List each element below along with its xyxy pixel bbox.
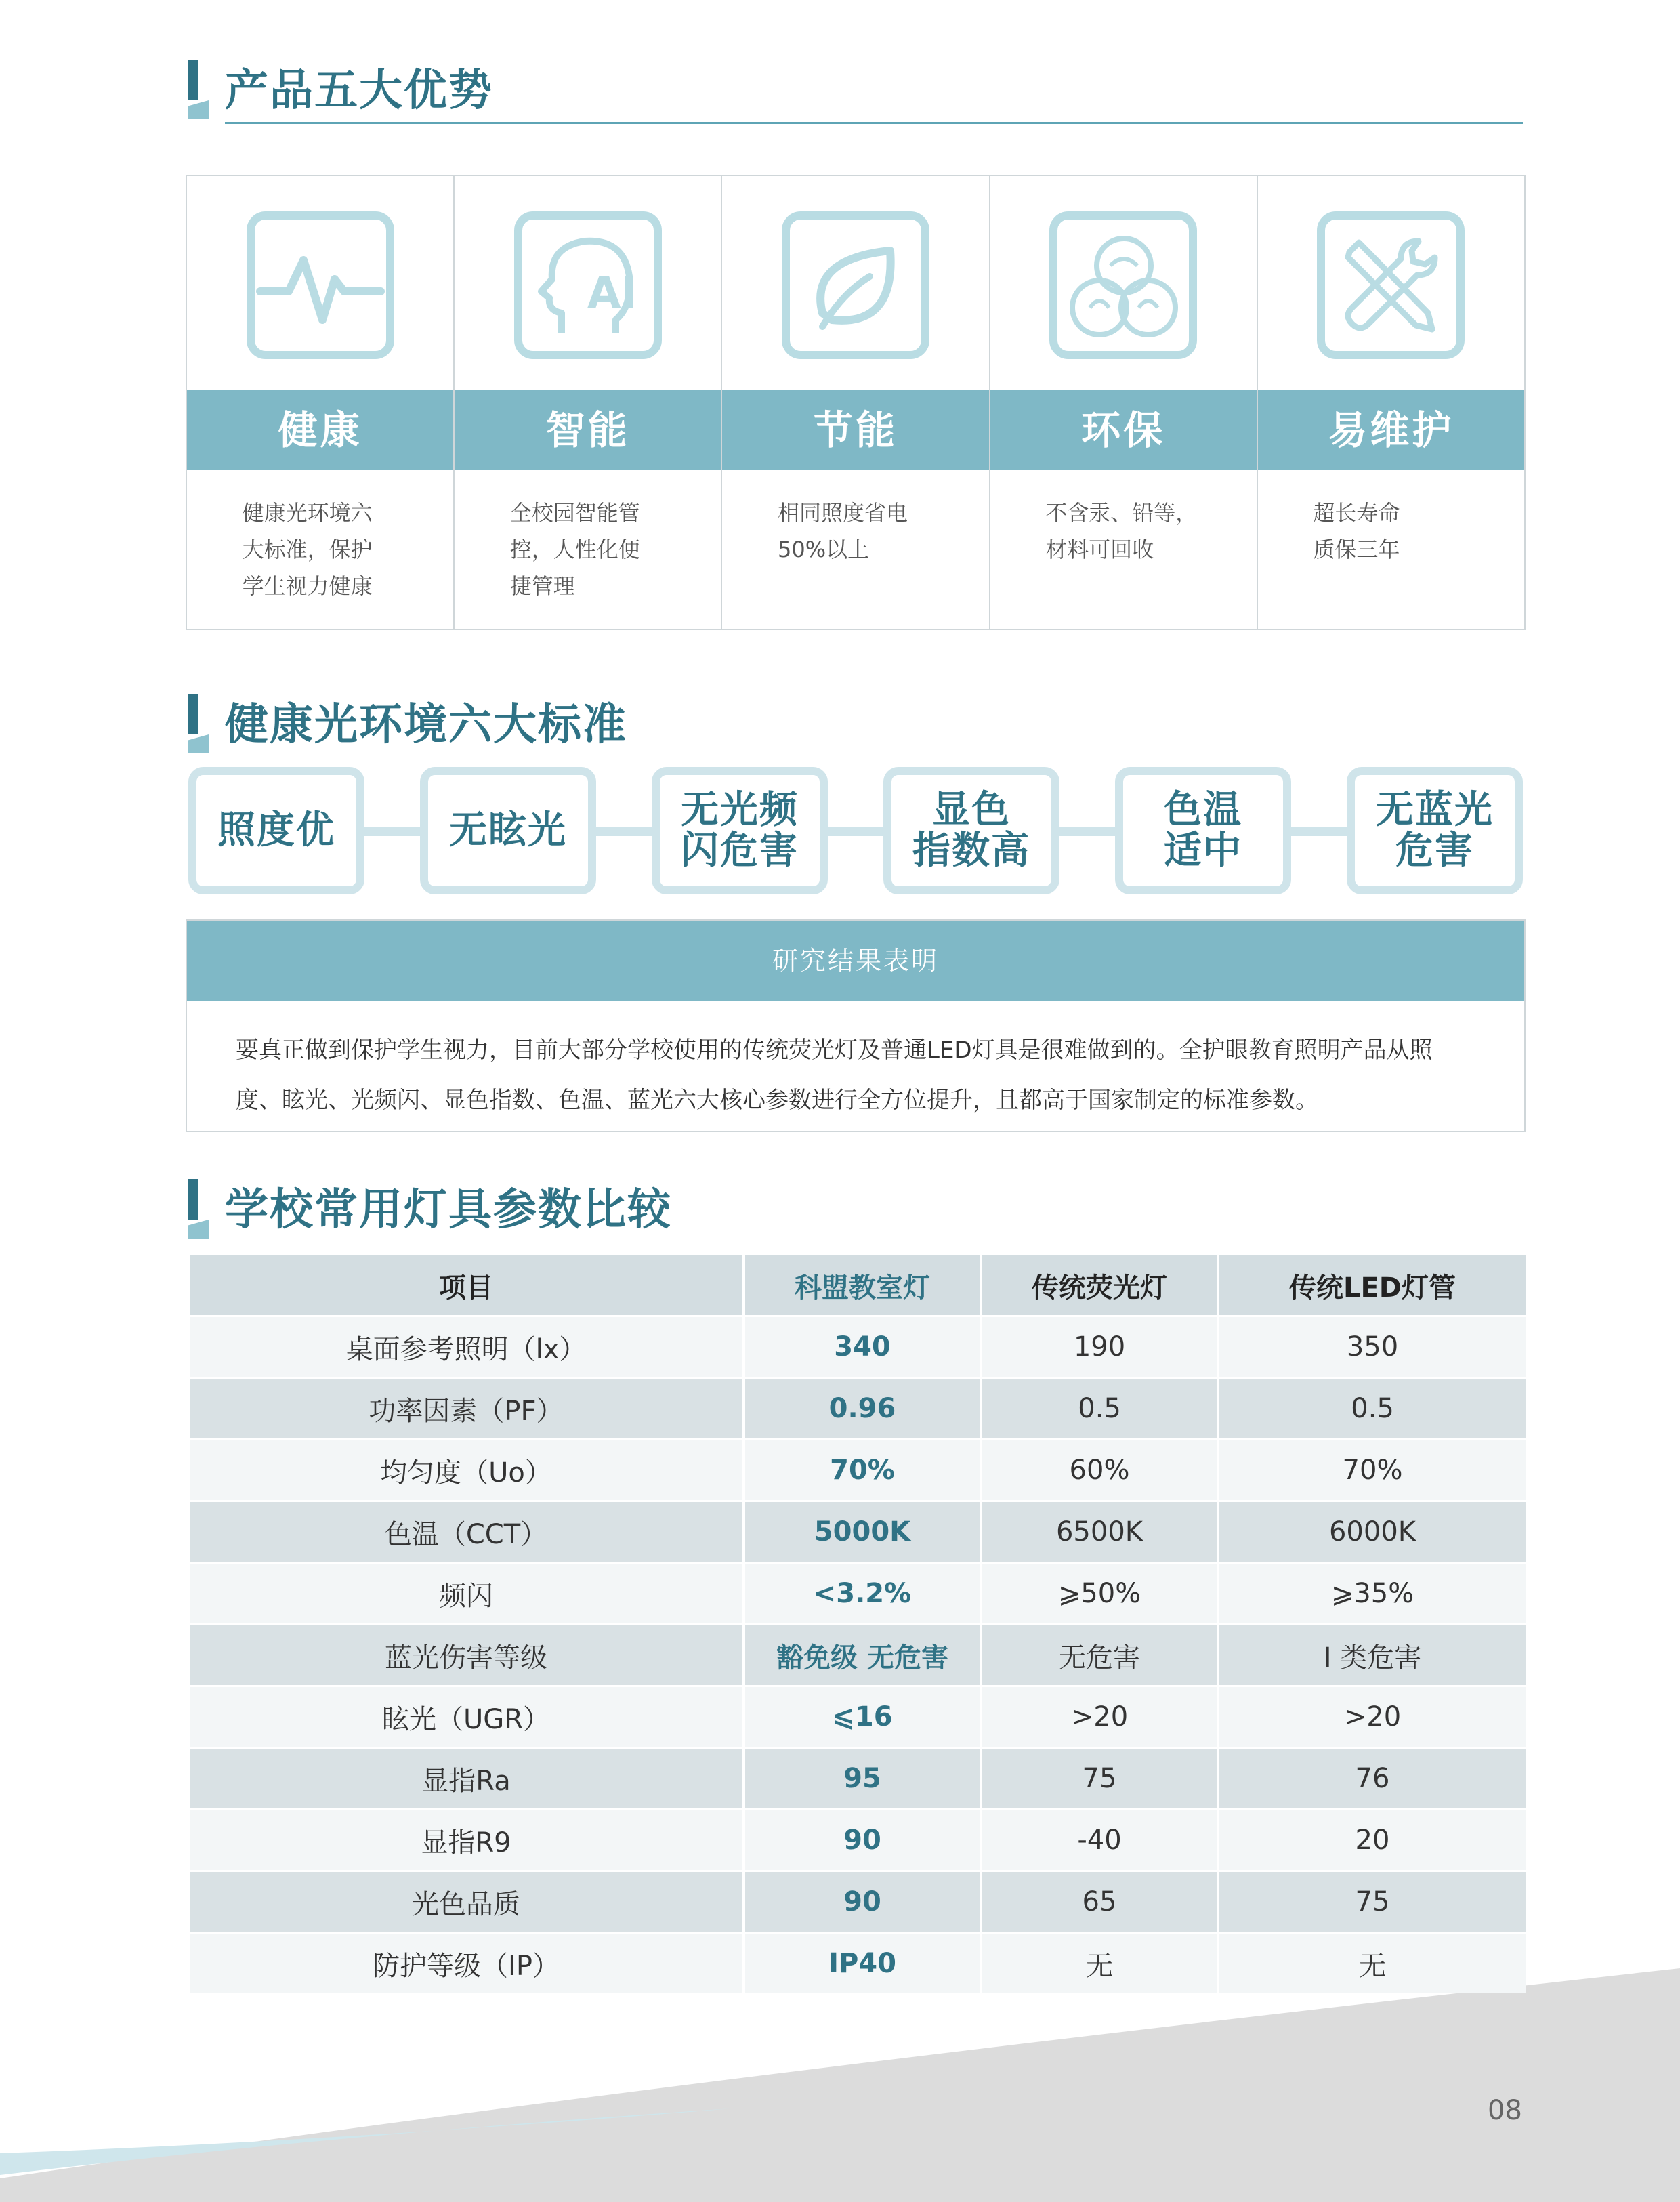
- standards-row: [188, 767, 1523, 894]
- table-cell: 0.5: [1219, 1379, 1526, 1438]
- feature-title: 易维护: [1258, 390, 1524, 470]
- feature-card-maintenance: [1258, 176, 1524, 629]
- feature-card-smart: [455, 176, 722, 629]
- feature-title: 节能: [722, 390, 988, 470]
- table-cell: 90: [745, 1872, 980, 1932]
- table-cell: 190: [982, 1317, 1217, 1377]
- table-cell: 蓝光伤害等级: [190, 1625, 742, 1685]
- table-cell: IP40: [745, 1934, 980, 1993]
- table-cell: >20: [982, 1687, 1217, 1747]
- table-cell: 显指Ra: [190, 1749, 742, 1808]
- feature-title: 智能: [455, 390, 721, 470]
- table-cell: 无: [1219, 1934, 1526, 1993]
- section-title: 产品五大优势: [225, 66, 493, 116]
- table-cell: 光色品质: [190, 1872, 742, 1932]
- column-header: 传统LED灯管: [1219, 1255, 1526, 1315]
- table-row: [190, 1379, 1526, 1438]
- leaves-recycle-icon: [1049, 211, 1197, 359]
- feature-desc: 全校园智能管 控，人性化便 捷管理: [509, 500, 640, 599]
- section-title: 健康光环境六大标准: [225, 700, 627, 750]
- standard-box: 显色 指数高: [883, 767, 1059, 894]
- table-cell: 功率因素（PF）: [190, 1379, 742, 1438]
- table-cell: 豁免级 无危害: [745, 1625, 980, 1685]
- table-cell: 95: [745, 1749, 980, 1808]
- table-row: [190, 1440, 1526, 1500]
- standard-box: 无光频 闪危害: [652, 767, 828, 894]
- table-cell: -40: [982, 1810, 1217, 1870]
- table-cell: <3.2%: [745, 1564, 980, 1623]
- standard-box: 照度优: [188, 767, 364, 894]
- research-heading: 研究结果表明: [187, 921, 1524, 1001]
- table-cell: 色温（CCT）: [190, 1502, 742, 1562]
- table-cell: 无: [982, 1934, 1217, 1993]
- standard-box: 色温 适中: [1115, 767, 1291, 894]
- table-cell: 0.96: [745, 1379, 980, 1438]
- feature-card-energy: [722, 176, 990, 629]
- section-divider: [225, 122, 1523, 124]
- column-header: 项目: [190, 1255, 742, 1315]
- table-row: [190, 1934, 1526, 1993]
- table-cell: 5000K: [745, 1502, 980, 1562]
- table-cell: 70%: [745, 1440, 980, 1500]
- table-row: [190, 1625, 1526, 1685]
- feature-title: 健康: [187, 390, 453, 470]
- feature-desc: 健康光环境六 大标准，保护 学生视力健康: [242, 500, 373, 599]
- leaf-icon: [782, 211, 929, 359]
- features-grid: [186, 175, 1526, 630]
- feature-title: 环保: [990, 390, 1257, 470]
- table-row: [190, 1872, 1526, 1932]
- feature-desc: 不含汞、铅等， 材料可回收: [1045, 500, 1198, 562]
- table-row: [190, 1564, 1526, 1623]
- research-box: [186, 919, 1526, 1132]
- table-cell: 6000K: [1219, 1502, 1526, 1562]
- table-cell: 防护等级（IP）: [190, 1934, 742, 1993]
- feature-card-health: [187, 176, 455, 629]
- column-header: 传统荧光灯: [982, 1255, 1217, 1315]
- table-cell: 350: [1219, 1317, 1526, 1377]
- table-cell: I 类危害: [1219, 1625, 1526, 1685]
- table-cell: ⩽16: [745, 1687, 980, 1747]
- table-cell: 65: [982, 1872, 1217, 1932]
- research-body: 要真正做到保护学生视力，目前大部分学校使用的传统荧光灯及普通LED灯具是很难做到的。全护眼教育照明产品从照度、眩光、光频闪、显色指数、色温、蓝光六大核心参数进行全方位提升，且都高于国家制定的标准参数。: [236, 1037, 1433, 1114]
- table-cell: 75: [1219, 1872, 1526, 1932]
- table-cell: 75: [982, 1749, 1217, 1808]
- feature-desc: 超长寿命 质保三年: [1313, 500, 1400, 562]
- table-cell: 90: [745, 1810, 980, 1870]
- table-cell: >20: [1219, 1687, 1526, 1747]
- table-cell: 桌面参考照明（lx）: [190, 1317, 742, 1377]
- table-cell: 76: [1219, 1749, 1526, 1808]
- table-cell: 0.5: [982, 1379, 1217, 1438]
- table-cell: 无危害: [982, 1625, 1217, 1685]
- table-cell: 均匀度（Uo）: [190, 1440, 742, 1500]
- table-row: [190, 1810, 1526, 1870]
- table-row: [190, 1749, 1526, 1808]
- standard-box: 无眩光: [420, 767, 596, 894]
- table-row: [190, 1317, 1526, 1377]
- table-cell: ⩾50%: [982, 1564, 1217, 1623]
- tools-icon: [1317, 211, 1465, 359]
- heartbeat-icon: [247, 211, 394, 359]
- feature-desc: 相同照度省电 50%以上: [778, 500, 908, 562]
- table-cell: 显指R9: [190, 1810, 742, 1870]
- page-number: 08: [1488, 2095, 1522, 2126]
- table-row: [190, 1687, 1526, 1747]
- table-cell: 70%: [1219, 1440, 1526, 1500]
- standard-box: 无蓝光 危害: [1347, 767, 1523, 894]
- section-title: 学校常用灯具参数比较: [225, 1185, 672, 1235]
- table-cell: ⩾35%: [1219, 1564, 1526, 1623]
- ai-head-icon: [514, 211, 662, 359]
- table-header-row: [190, 1255, 1526, 1315]
- feature-card-eco: [990, 176, 1258, 629]
- table-row: [190, 1502, 1526, 1562]
- table-cell: 20: [1219, 1810, 1526, 1870]
- table-cell: 频闪: [190, 1564, 742, 1623]
- column-header: 科盟教室灯: [745, 1255, 980, 1315]
- table-cell: 6500K: [982, 1502, 1217, 1562]
- table-cell: 60%: [982, 1440, 1217, 1500]
- table-cell: 340: [745, 1317, 980, 1377]
- table-cell: 眩光（UGR）: [190, 1687, 742, 1747]
- svg-text:AI: AI: [587, 268, 637, 318]
- comparison-table: [187, 1253, 1528, 1995]
